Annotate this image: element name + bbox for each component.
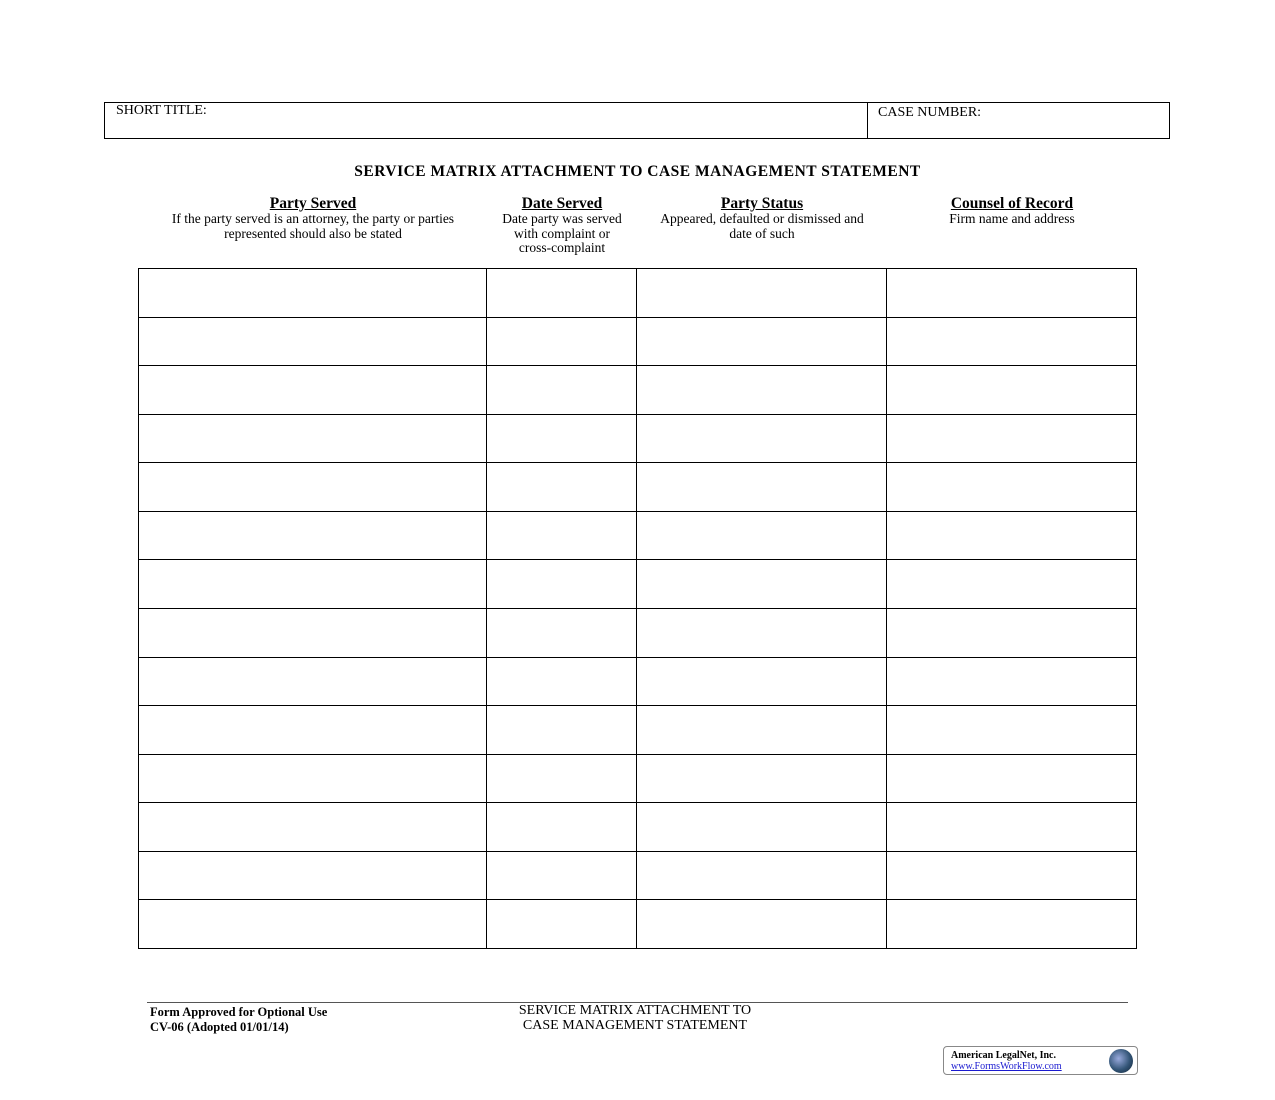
counsel-cell[interactable] [887, 511, 1137, 560]
table-row [139, 608, 1137, 657]
column-header-counsel [902, 195, 1122, 227]
party-status-cell[interactable] [637, 657, 887, 706]
date-served-cell[interactable] [487, 851, 637, 900]
counsel-cell[interactable] [887, 803, 1137, 852]
party-served-cell[interactable] [139, 511, 487, 560]
date-served-cell[interactable] [487, 900, 637, 949]
column-description: Date party was served with complaint or cross-complaint [502, 211, 622, 255]
counsel-cell[interactable] [887, 560, 1137, 609]
date-served-cell[interactable] [487, 657, 637, 706]
form-title: SERVICE MATRIX ATTACHMENT TO CASE MANAGEMENT STATEMENT [354, 163, 921, 180]
party-served-cell[interactable] [139, 463, 487, 512]
logo-link[interactable]: www.FormsWorkFlow.com [951, 1061, 1062, 1072]
party-served-cell[interactable] [139, 657, 487, 706]
party-status-cell[interactable] [637, 706, 887, 755]
footer-left [150, 1005, 327, 1035]
date-served-cell[interactable] [487, 706, 637, 755]
party-status-cell[interactable] [637, 269, 887, 318]
table-row [139, 803, 1137, 852]
party-status-cell[interactable] [637, 414, 887, 463]
party-status-cell[interactable] [637, 560, 887, 609]
table-row [139, 657, 1137, 706]
date-served-cell[interactable] [487, 754, 637, 803]
table-row [139, 900, 1137, 949]
column-heading: Counsel of Record [950, 195, 1074, 212]
counsel-cell[interactable] [887, 269, 1137, 318]
date-served-cell[interactable] [487, 317, 637, 366]
column-heading: Party Status [720, 195, 804, 212]
column-description: Firm name and address [949, 211, 1075, 226]
counsel-cell[interactable] [887, 366, 1137, 415]
date-served-cell[interactable] [487, 511, 637, 560]
party-served-cell[interactable] [139, 608, 487, 657]
counsel-cell[interactable] [887, 851, 1137, 900]
footer-title-line: SERVICE MATRIX ATTACHMENT TO [518, 1003, 752, 1018]
table-row [139, 317, 1137, 366]
party-status-cell[interactable] [637, 608, 887, 657]
column-header-party-status [652, 195, 872, 241]
party-served-cell[interactable] [139, 754, 487, 803]
date-served-cell[interactable] [487, 269, 637, 318]
date-served-cell[interactable] [487, 560, 637, 609]
party-served-cell[interactable] [139, 803, 487, 852]
party-served-cell[interactable] [139, 560, 487, 609]
table-row [139, 463, 1137, 512]
case-number-label: CASE NUMBER: [878, 105, 982, 120]
short-title-label: SHORT TITLE: [116, 103, 207, 118]
counsel-cell[interactable] [887, 317, 1137, 366]
service-matrix-table [138, 268, 1137, 949]
table-row [139, 706, 1137, 755]
table-row [139, 560, 1137, 609]
header-divider [867, 103, 868, 138]
party-served-cell[interactable] [139, 900, 487, 949]
table-row [139, 366, 1137, 415]
counsel-cell[interactable] [887, 900, 1137, 949]
footer-title [440, 1003, 830, 1033]
american-legalnet-logo [943, 1046, 1138, 1075]
party-status-cell[interactable] [637, 366, 887, 415]
party-served-cell[interactable] [139, 317, 487, 366]
party-served-cell[interactable] [139, 269, 487, 318]
party-status-cell[interactable] [637, 317, 887, 366]
party-status-cell[interactable] [637, 900, 887, 949]
counsel-cell[interactable] [887, 414, 1137, 463]
party-status-cell[interactable] [637, 754, 887, 803]
table-row [139, 414, 1137, 463]
counsel-cell[interactable] [887, 608, 1137, 657]
counsel-cell[interactable] [887, 754, 1137, 803]
counsel-cell[interactable] [887, 463, 1137, 512]
table-row [139, 851, 1137, 900]
party-served-cell[interactable] [139, 851, 487, 900]
column-heading: Date Served [521, 195, 603, 212]
date-served-cell[interactable] [487, 463, 637, 512]
party-status-cell[interactable] [637, 463, 887, 512]
party-status-cell[interactable] [637, 803, 887, 852]
table-row [139, 511, 1137, 560]
approval-text: Form Approved for Optional Use [150, 1005, 328, 1019]
column-description: If the party served is an attorney, the party or parties represented should also be stated [171, 211, 455, 241]
date-served-cell[interactable] [487, 608, 637, 657]
date-served-cell[interactable] [487, 803, 637, 852]
column-header-party-served [148, 195, 478, 241]
globe-icon [1109, 1049, 1133, 1073]
table-row [139, 754, 1137, 803]
table-row [139, 269, 1137, 318]
party-served-cell[interactable] [139, 706, 487, 755]
party-served-cell[interactable] [139, 366, 487, 415]
column-description: Appeared, defaulted or dismissed and date of such [660, 211, 864, 241]
column-header-date-served [497, 195, 627, 256]
date-served-cell[interactable] [487, 414, 637, 463]
party-status-cell[interactable] [637, 851, 887, 900]
column-heading: Party Served [269, 195, 357, 212]
counsel-cell[interactable] [887, 657, 1137, 706]
footer-title-line: CASE MANAGEMENT STATEMENT [522, 1018, 748, 1033]
party-status-cell[interactable] [637, 511, 887, 560]
logo-name: American LegalNet, Inc. [951, 1050, 1056, 1061]
date-served-cell[interactable] [487, 366, 637, 415]
header-box [104, 102, 1170, 139]
counsel-cell[interactable] [887, 706, 1137, 755]
form-id: CV-06 (Adopted 01/01/14) [150, 1020, 289, 1034]
party-served-cell[interactable] [139, 414, 487, 463]
